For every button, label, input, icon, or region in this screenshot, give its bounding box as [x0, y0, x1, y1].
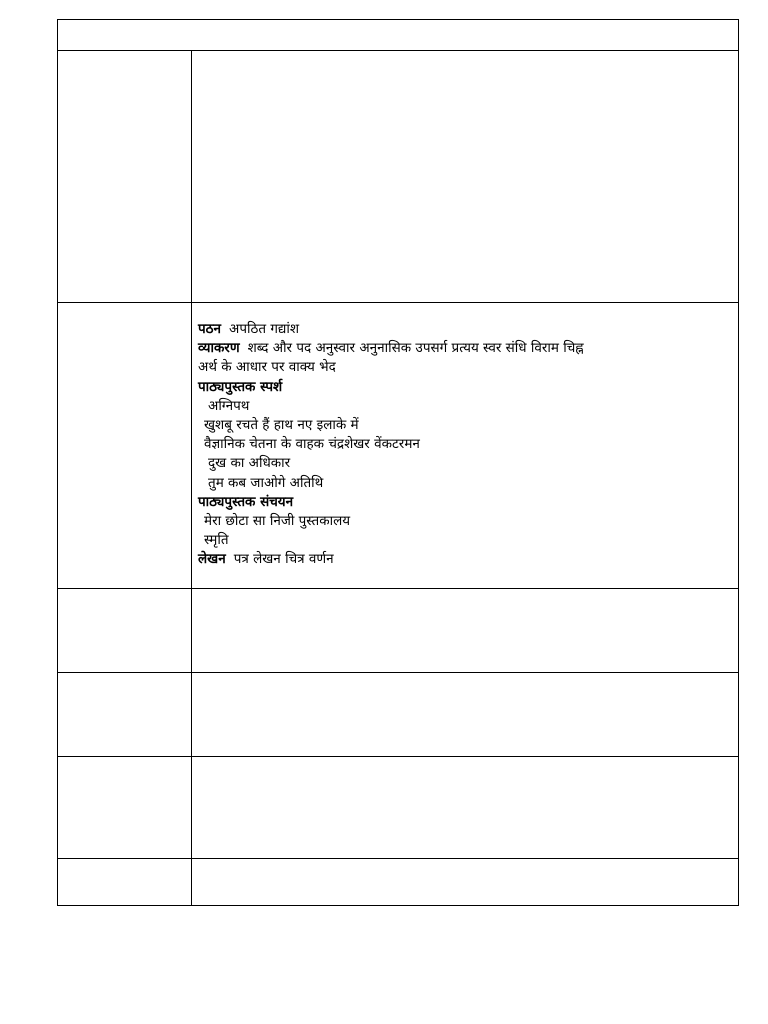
row-content-cell	[192, 673, 739, 757]
sparsh-item: दुख का अधिकार	[208, 455, 291, 472]
sparsh-item: तुम कब जाओगे अतिथि	[208, 474, 324, 491]
lekhan-heading: लेखन	[198, 551, 226, 568]
lekhan-line	[198, 550, 738, 569]
row-label-cell	[58, 757, 192, 859]
syllabus-content-cell	[192, 303, 739, 589]
sanchayan-item: मेरा छोटा सा निजी पुस्तकालय	[204, 512, 351, 529]
table-header-cell	[58, 20, 739, 51]
pathan-line	[198, 320, 738, 339]
sparsh-heading: पाठ्यपुस्तक स्पर्श	[198, 378, 283, 395]
row-label-cell	[58, 589, 192, 673]
syllabus-row	[58, 303, 739, 589]
row-label-cell	[58, 673, 192, 757]
row-label-cell	[58, 859, 192, 906]
row-content-cell	[192, 757, 739, 859]
sparsh-item: वैज्ञानिक चेतना के वाहक चंद्रशेखर वेंकटरमन	[204, 436, 420, 453]
vyakaran-heading: व्याकरण	[198, 340, 240, 357]
table-row	[58, 589, 739, 673]
sanchayan-item: स्मृति	[204, 532, 229, 549]
vyakaran-line	[198, 339, 738, 358]
table-row	[58, 51, 739, 303]
row-label-cell	[58, 51, 192, 303]
lekhan-text: पत्र लेखन चित्र वर्णन	[233, 551, 334, 568]
syllabus-content	[192, 303, 738, 569]
row-content-cell	[192, 859, 739, 906]
row-label-cell	[58, 303, 192, 589]
sanchayan-heading: पाठ्यपुस्तक संचयन	[198, 493, 294, 510]
pathan-text: अपठित गद्यांश	[229, 321, 300, 337]
pathan-heading: पठन	[198, 321, 222, 337]
table-header-row	[58, 20, 739, 51]
table-row	[58, 757, 739, 859]
table-row	[58, 859, 739, 906]
row-content-cell	[192, 589, 739, 673]
table-row	[58, 673, 739, 757]
row-content-cell	[192, 51, 739, 303]
sparsh-item: अग्निपथ	[208, 397, 250, 414]
vyakaran-continuation: अर्थ के आधार पर वाक्य भेद	[198, 359, 336, 376]
vyakaran-text: शब्द और पद अनुस्वार अनुनासिक उपसर्ग प्रत्यय स्वर संधि विराम चिह्न	[247, 340, 584, 357]
sparsh-item: खुशबू रचते हैं हाथ नए इलाके में	[204, 416, 359, 433]
syllabus-table	[57, 19, 739, 906]
